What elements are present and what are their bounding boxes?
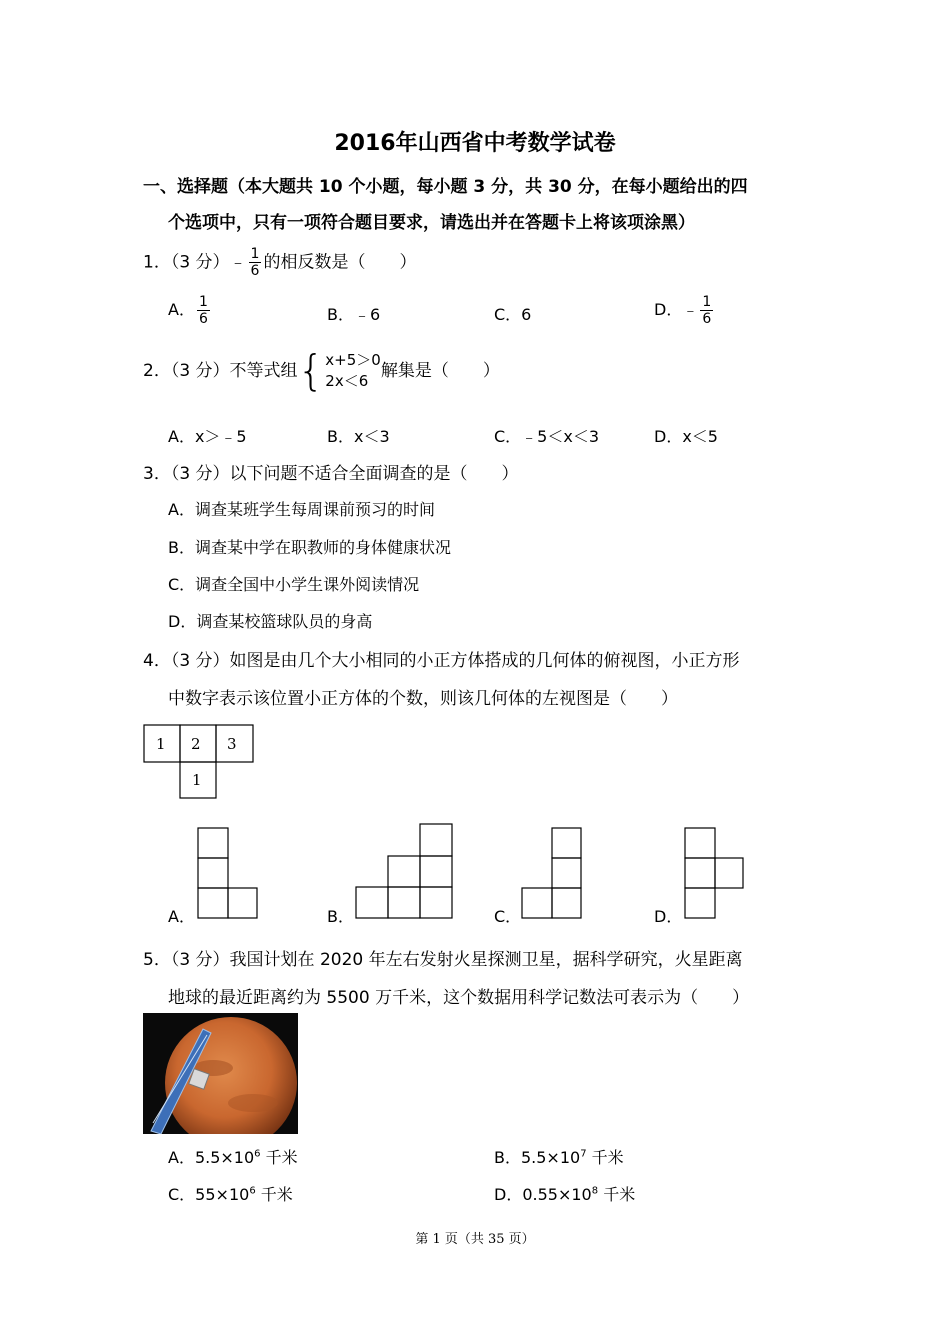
q4-option-d-figure[interactable] <box>684 826 746 921</box>
grid-cell-4: 1 <box>192 771 202 789</box>
q2-inequality-system: { x+5＞0 2x＜6 <box>297 346 381 395</box>
q4-option-b-figure[interactable] <box>355 822 455 921</box>
question-3: 3．（3 分）以下问题不适合全面调查的是（ ） <box>143 464 519 484</box>
q4-option-b-label[interactable]: B． <box>327 907 354 926</box>
q1-number: 1．（3 分） <box>143 252 230 273</box>
grid-cell-3: 3 <box>227 735 237 753</box>
q3-option-c[interactable]: C．调查全国中小学生课外阅读情况 <box>168 575 420 594</box>
question-4-line2: 中数字表示该位置小正方体的个数，则该几何体的左视图是（ ） <box>168 689 678 709</box>
q4-option-c-label[interactable]: C． <box>494 907 522 926</box>
q4-option-a-figure[interactable] <box>197 826 259 921</box>
grid-cell-2: 2 <box>191 735 201 753</box>
mars-satellite-image <box>143 1013 298 1134</box>
q1-option-d[interactable]: D．﹣ $\frac{1}{6}$ <box>654 294 712 327</box>
q2-option-a[interactable]: A．x＞﹣5 <box>168 427 247 446</box>
q5-option-c[interactable]: C．$55\times 10^6$ 千米 <box>168 1185 293 1204</box>
q2-option-b[interactable]: B．x＜3 <box>327 427 390 446</box>
section-heading-line2: 个选项中，只有一项符合题目要求，请选出并在答题卡上将该项涂黑） <box>168 213 695 233</box>
question-5-line2: 地球的最近距离约为 5500 万千米，这个数据用科学记数法可表示为（ ） <box>168 988 750 1008</box>
question-2 <box>143 346 500 395</box>
page-title: 2016年山西省中考数学试卷 <box>334 131 616 156</box>
q3-option-a[interactable]: A．调查某班学生每周课前预习的时间 <box>168 500 435 519</box>
q1-option-c[interactable]: C．6 <box>494 305 532 324</box>
q3-option-b[interactable]: B．调查某中学在职教师的身体健康状况 <box>168 538 451 557</box>
q4-option-d-label[interactable]: D． <box>654 907 683 926</box>
q2-text: 解集是（ ） <box>380 361 500 381</box>
page-footer: 第 1 页（共 35 页） <box>415 1232 535 1247</box>
q2-number: 2．（3 分）不等式组 <box>143 361 298 381</box>
question-1 <box>143 246 416 279</box>
q4-option-a-label[interactable]: A． <box>168 907 195 926</box>
q5-option-d[interactable]: D．$0.55\times 10^8$ 千米 <box>494 1185 636 1204</box>
q1-option-b[interactable]: B．﹣6 <box>327 305 381 324</box>
q2-option-d[interactable]: D．x＜5 <box>654 427 718 446</box>
q1-fraction: $\frac{1}{6}$ <box>250 246 260 279</box>
section-heading-line1: 一、选择题（本大题共 10 个小题，每小题 3 分，共 30 分，在每小题给出的四 <box>143 177 748 197</box>
q1-text: 的相反数是（ ） <box>263 252 417 273</box>
q4-option-c-figure[interactable] <box>521 826 583 921</box>
q4-top-view-figure <box>143 724 255 800</box>
grid-cell-1: 1 <box>156 735 166 753</box>
q2-option-c[interactable]: C．﹣5＜x＜3 <box>494 427 600 446</box>
q1-minus: ﹣ <box>229 252 247 273</box>
q5-option-b[interactable]: B．$5.5\times 10^7$ 千米 <box>494 1148 624 1167</box>
question-4-line1: 4．（3 分）如图是由几个大小相同的小正方体搭成的几何体的俯视图，小正方形 <box>143 651 740 671</box>
q3-option-d[interactable]: D．调查某校篮球队员的身高 <box>168 612 373 631</box>
q5-option-a[interactable]: A．$5.5\times 10^6$ 千米 <box>168 1148 298 1167</box>
question-5-line1: 5．（3 分）我国计划在 2020 年左右发射火星探测卫星，据科学研究，火星距离 <box>143 950 743 970</box>
q1-option-a[interactable]: A． $\frac{1}{6}$ <box>168 294 208 327</box>
